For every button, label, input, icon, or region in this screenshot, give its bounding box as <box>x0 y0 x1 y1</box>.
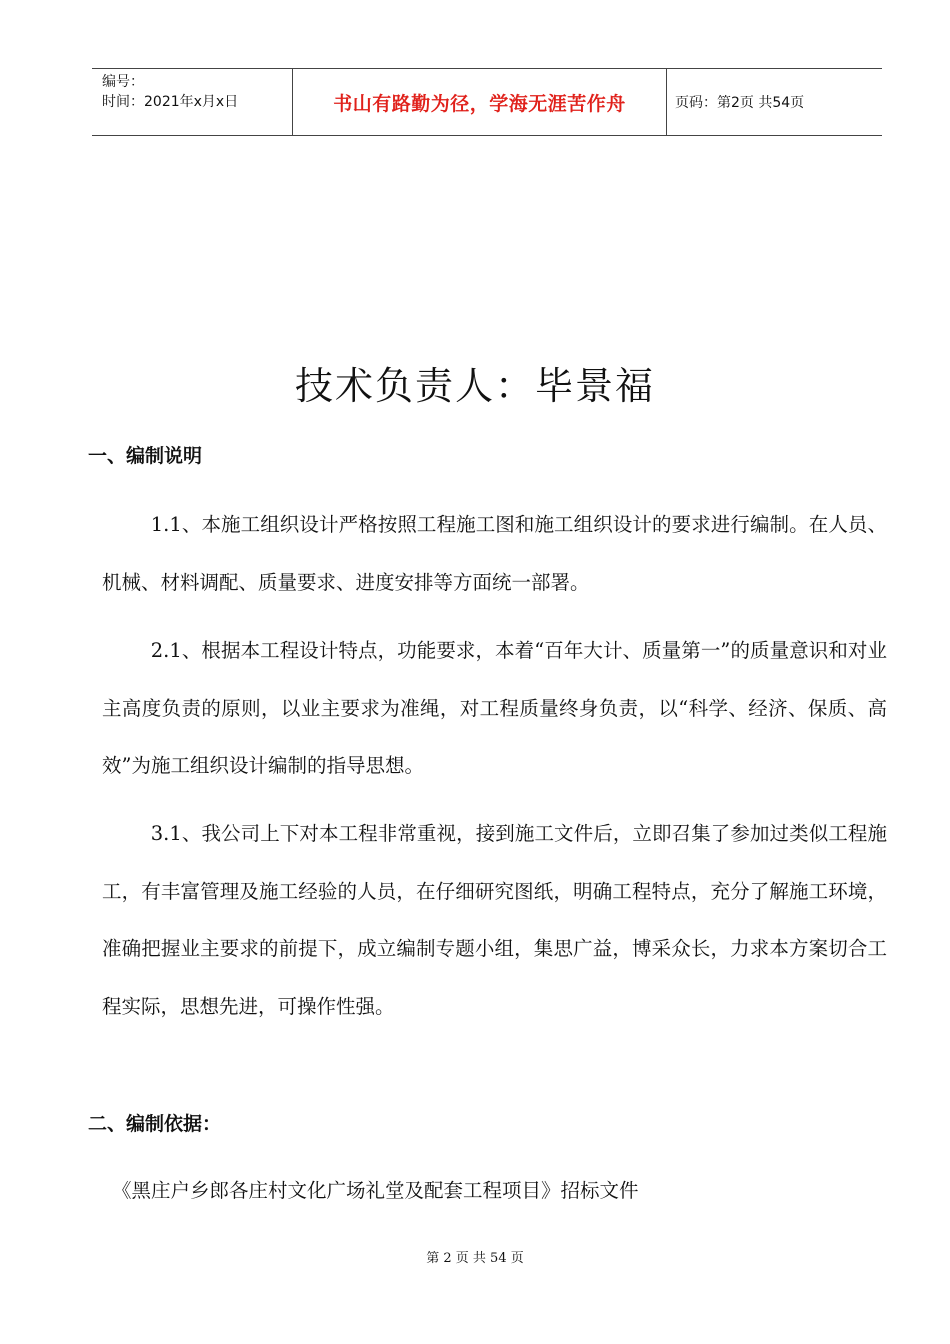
header-motto-cell <box>293 69 667 135</box>
page-title: 技术负责人：毕景福 <box>294 364 655 408</box>
page-footer: 第 2 页 共 54 页 <box>426 1251 524 1266</box>
doc-time-label: 时间：2021年x月x日 <box>102 94 239 110</box>
doc-number-label: 编号： <box>102 74 144 90</box>
section-heading-1: 一、编制说明 <box>88 445 203 467</box>
paragraph-2: 2.1、根据本工程设计特点，功能要求，本着“百年大计、质量第一”的质量意识和对业主高度负责的原则，以业主要求为准绳，对工程质量终身负责，以“科学、经济、保质、高效”为施工组织设计编制的指导思想。 <box>102 639 887 777</box>
section-heading-2: 二、编制依据： <box>88 1113 222 1135</box>
header-page-info: 页码：第2页 共54页 <box>675 95 805 111</box>
header-page-cell <box>667 69 882 135</box>
paragraph-1: 1.1、本施工组织设计严格按照工程施工图和施工组织设计的要求进行编制。在人员、机械、材料调配、质量要求、进度安排等方面统一部署。 <box>102 513 887 594</box>
basis-document: 《黑庄户乡郎各庄村文化广场礼堂及配套工程项目》招标文件 <box>112 1179 639 1202</box>
header-motto: 书山有路勤为径，学海无涯苦作舟 <box>333 92 626 115</box>
header-meta <box>92 69 293 135</box>
paragraph-3: 3.1、我公司上下对本工程非常重视，接到施工文件后，立即召集了参加过类似工程施工，有丰富管理及施工经验的人员，在仔细研究图纸，明确工程特点，充分了解施工环境，准确把握业主要求的前提下，成立编制专题小组，集思广益，博采众长，力求本方案切合工程实际，思想先进，可操作性强。 <box>102 822 887 1018</box>
document-header <box>92 68 882 136</box>
